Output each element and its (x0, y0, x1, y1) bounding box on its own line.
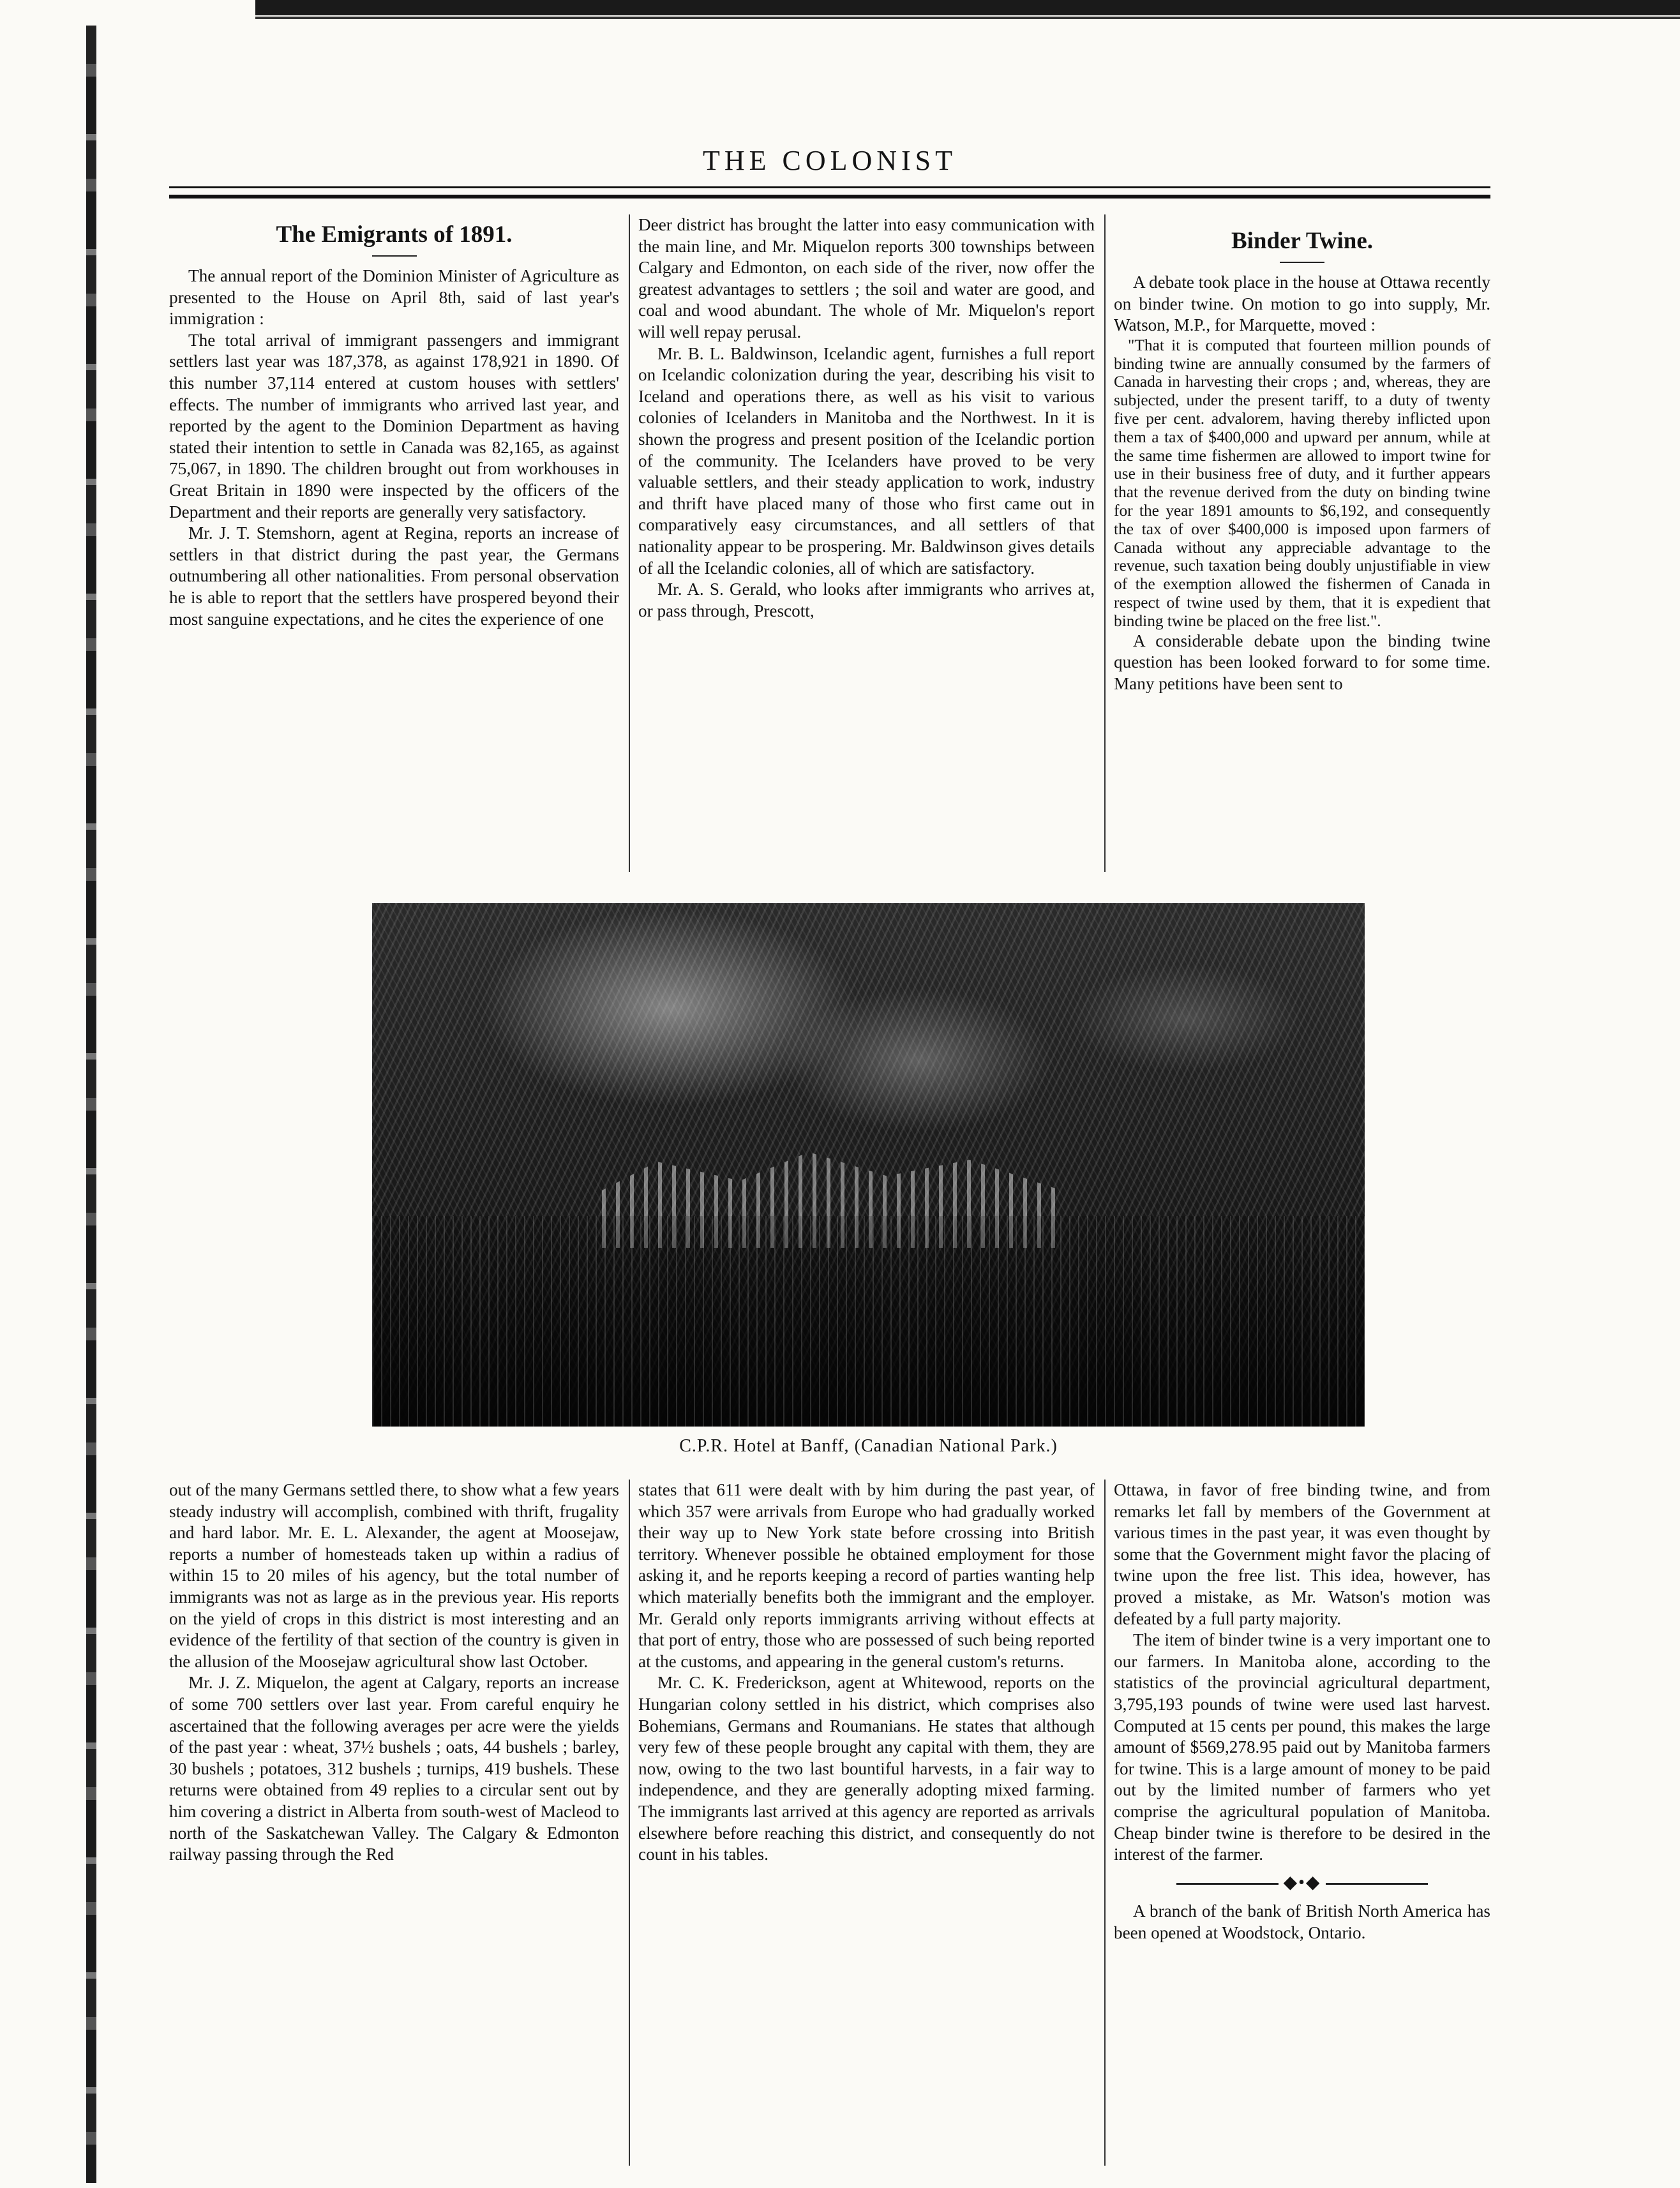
paragraph: Mr. J. Z. Miquelon, the agent at Calgary, reports an increase of some 700 settlers over last year. From careful enquiry he ascertained that the following averages per acre were the yields of the past year : wheat, 37½ bushels ; oats, 44 bushels ; barley, 30 bushels ; potatoes, 312 bushels ; turnips, 419 bushels. These returns were obtained from 49 replies to a circular sent out by him covering a district in Alberta from south-west of Macleod to north of the Saskatchewan Valley. The Calgary & Edmonton railway passing through the Red (169, 1673, 619, 1864)
quoted-motion: "That it is computed that fourteen million pounds of binding twine are annually consumed by the farmers of Canada in harvesting their crops ; and, whereas, they are subjected, under the present tariff, to a duty of twenty five per cent. advalorem, having thereby inflicted upon them a tax of $400,000 and upward per annum, while at the same time fishermen are allowed to import twine for use in their business free of duty, and it further appears that the revenue derived from the duty on binding twine for the year 1891 amounts to $6,192, and consequently the tax of over $400,000 is imposed upon farmers of Canada without any appreciable advantage to the revenue, such taxation being doubly unjustifiable in view of the exemption allowed the fishermen of Canada in respect of twine used by them, that it is expedient that binding twine be placed on the free list.". (1114, 336, 1490, 630)
paragraph: Deer district has brought the latter into easy communication with the main line, and Mr. Miquelon reports 300 townships between Calgary and Edmonton, on each side of the river, now offer the greatest advantages to settlers ; the soil and water are good, and coal and wood abundant. The whole of Mr. Miquelon's report will well repay perusal. (638, 215, 1095, 341)
top-border-rule (255, 0, 1680, 15)
paragraph: out of the many Germans settled there, to show what a few years steady industry will accomplish, combined with thrift, frugality and hard labor. Mr. E. L. Alexander, the agent at Moosejaw, reports a number of homesteads taken up within a radius of within 15 to 20 miles of his agency, but the total number of immigrants was not as large as in the previous year. His reports on the yield of crops in this district is most interesting and an evidence of the fertility of that section of the country is given in the allusion of the Moosejaw agricultural show last October. (169, 1480, 619, 1671)
paragraph: Mr. A. S. Gerald, who looks after immigrants who arrives at, or pass through, Prescott, (638, 580, 1095, 620)
paragraph: Ottawa, in favor of free binding twine, and from remarks let fall by members of the Government at various times in the past year, it was even thought by some that the Government might favor the placing of twine upon the free list. This idea, however, has proved a mistake, as Mr. Watson's motion was defeated by a full party majority. (1114, 1480, 1490, 1628)
column-divider (1104, 1480, 1106, 2166)
column-divider (629, 214, 630, 872)
column-4 (169, 1480, 619, 1866)
paragraph: Mr. J. T. Stemshorn, agent at Regina, reports an increase of settlers in that district during the past year, the Germans outnumbering all other nationalities. From personal observation he is able to report that the settlers have prospered beyond their most sanguine expectations, and he cites the experience of one (169, 523, 619, 629)
article-title-binder-twine: Binder Twine. (1231, 228, 1374, 254)
column-1 (169, 214, 619, 630)
column-6 (1114, 1480, 1490, 1944)
paragraph: Mr. C. K. Frederickson, agent at Whitewood, reports on the Hungarian colony settled in his district, which comprises also Bohemians, Germans and Roumanians. He states that although very few of these people brought any capital with them, they are now, owing to the two last bountiful harvests, in a fair way to independence, and they are generally adopting mixed farming. The immigrants last arrived at this agency are reported as arrivals elsewhere before reaching this district, and consequently do not count in his tables. (638, 1673, 1095, 1864)
article-title-emigrants: The Emigrants of 1891. (276, 221, 513, 248)
section-ornament: ◆•◆ (1114, 1872, 1490, 1894)
forest-foreground (372, 1216, 1365, 1427)
paragraph: states that 611 were dealt with by him during the past year, of which 357 were arrivals from Europe who had gradually worked their way up to New York state before crossing into British territory. Whenever possible he obtained employment for those asking it, and he reports keeping a record of parties wanting help which materially benefits both the immigrant and the employer. Mr. Gerald only reports immigrants arriving without effects at that port of entry, those who are possessed of such being reported at the customs, and appearing in the general custom's returns. (638, 1480, 1095, 1671)
illustration-caption: C.P.R. Hotel at Banff, (Canadian National Park.) (679, 1436, 1058, 1456)
paragraph: The annual report of the Dominion Minister of Agriculture as presented to the House on April 8th, said of last year's immigration : (169, 266, 619, 329)
masthead: THE COLONIST (702, 145, 957, 176)
title-rule (1280, 262, 1324, 263)
column-divider (629, 1480, 630, 2166)
column-3 (1114, 214, 1490, 694)
paragraph: The item of binder twine is a very important one to our farmers. In Manitoba alone, according to the statistics of the provincial agricultural department, 3,795,193 pounds of twine were used last harvest. Computed at 15 cents per pound, this makes the large amount of $569,278.95 paid out by Manitoba farmers for twine. This is a large amount of money to be paid out by the limited number of farmers who yet comprise the agricultural population of Manitoba. Cheap binder twine is therefore to be desired in the interest of the farmer. (1114, 1630, 1490, 1864)
paragraph: A debate took place in the house at Ottawa recently on binder twine. On motion to go into supply, Mr. Watson, M.P., for Marquette, moved : (1114, 273, 1490, 335)
page-binding-edge (86, 26, 96, 2183)
paragraph: Mr. B. L. Baldwinson, Icelandic agent, furnishes a full report on Icelandic colonization during the year, describing his visit to Iceland and operations there, as well as his visit to various colonies of Icelanders in Manitoba and the Northwest. In it is shown the progress and present position of the Icelandic portion of the community. The Icelanders have proved to be very valuable settlers, and their steady application to work, industry and thrift have placed many of those who first came out in comparatively easy circumstances, and all settlers of that nationality appear to be prospering. Mr. Baldwinson gives details of all the Icelandic colonies, all of which are satisfactory. (638, 343, 1095, 578)
column-2 (638, 214, 1095, 622)
masthead-rule (169, 186, 1490, 199)
brief-news-item: A branch of the bank of British North America has been opened at Woodstock, Ontario. (1114, 1901, 1490, 1942)
column-divider (1104, 214, 1106, 872)
paragraph: A considerable debate upon the binding twine question has been looked forward to for some time. Many petitions have been sent to (1114, 631, 1490, 693)
banff-hotel-engraving (372, 903, 1365, 1427)
title-rule (372, 255, 417, 257)
paragraph: The total arrival of immigrant passengers and immigrant settlers last year was 187,378, as against 178,921 in 1890. Of this number 37,114 entered at custom houses with settlers' effects. The number of immigrants who arrived last year, and reported by the agent to the Dominion Department as having stated their intention to settle in Canada was 82,165, as against 75,067, in 1890. The children brought out from workhouses in Great Britain in 1890 were inspected by the officers of the Department and their reports are generally very satisfactory. (169, 330, 619, 521)
column-5 (638, 1480, 1095, 1866)
